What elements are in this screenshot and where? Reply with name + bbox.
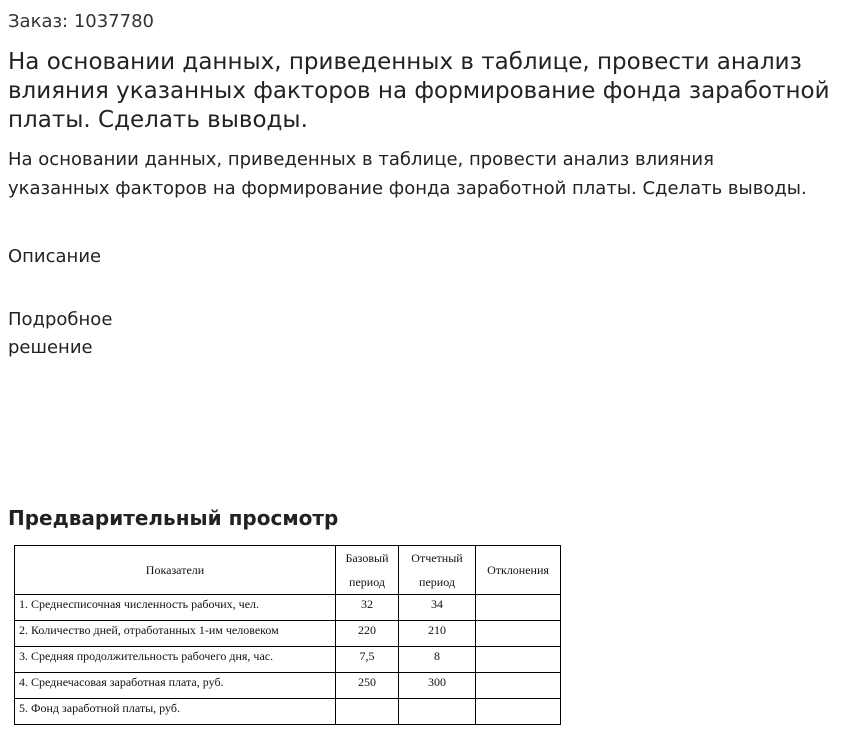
row-report: 34 [399, 595, 476, 621]
row-base: 32 [336, 595, 399, 621]
row-base: 220 [336, 621, 399, 647]
preview-table-container [14, 545, 561, 725]
header-deviation: Отклонения [476, 546, 561, 595]
table-row [15, 673, 561, 699]
row-name: 2. Количество дней, отработанных 1-им человеком [15, 621, 336, 647]
header-indicator: Показатели [15, 546, 336, 595]
row-name: 1. Среднесписочная численность рабочих, чел. [15, 595, 336, 621]
row-name: 4. Среднечасовая заработная плата, руб. [15, 673, 336, 699]
row-name: 5. Фонд заработной платы, руб. [15, 699, 336, 725]
table-header-row [15, 546, 561, 595]
row-deviation [476, 647, 561, 673]
table-row [15, 647, 561, 673]
row-deviation [476, 699, 561, 725]
row-report [399, 699, 476, 725]
row-name: 3. Средняя продолжительность рабочего дня, час. [15, 647, 336, 673]
row-deviation [476, 595, 561, 621]
solution-section-label: Подробное решение [8, 309, 113, 358]
row-base: 7,5 [336, 647, 399, 673]
row-base: 250 [336, 673, 399, 699]
row-deviation [476, 621, 561, 647]
preview-title: Предварительный просмотр [8, 506, 339, 530]
row-report: 8 [399, 647, 476, 673]
order-number: Заказ: 1037780 [8, 11, 154, 32]
header-base-period: Базовый период [336, 546, 399, 595]
task-description: На основании данных, приведенных в таблице, провести анализ влияния указанных факторов на формирование фонда заработной платы. Сделать выводы. [8, 149, 807, 199]
row-report: 300 [399, 673, 476, 699]
table-row [15, 595, 561, 621]
preview-table [14, 545, 561, 725]
row-base [336, 699, 399, 725]
page-title: На основании данных, приведенных в таблице, провести анализ влияния указанных факторов на формирование фонда заработной платы. Сделать выводы. [8, 49, 830, 133]
row-report: 210 [399, 621, 476, 647]
table-row [15, 699, 561, 725]
header-report-period: Отчетный период [399, 546, 476, 595]
description-section-label: Описание [8, 246, 102, 267]
table-row [15, 621, 561, 647]
row-deviation [476, 673, 561, 699]
